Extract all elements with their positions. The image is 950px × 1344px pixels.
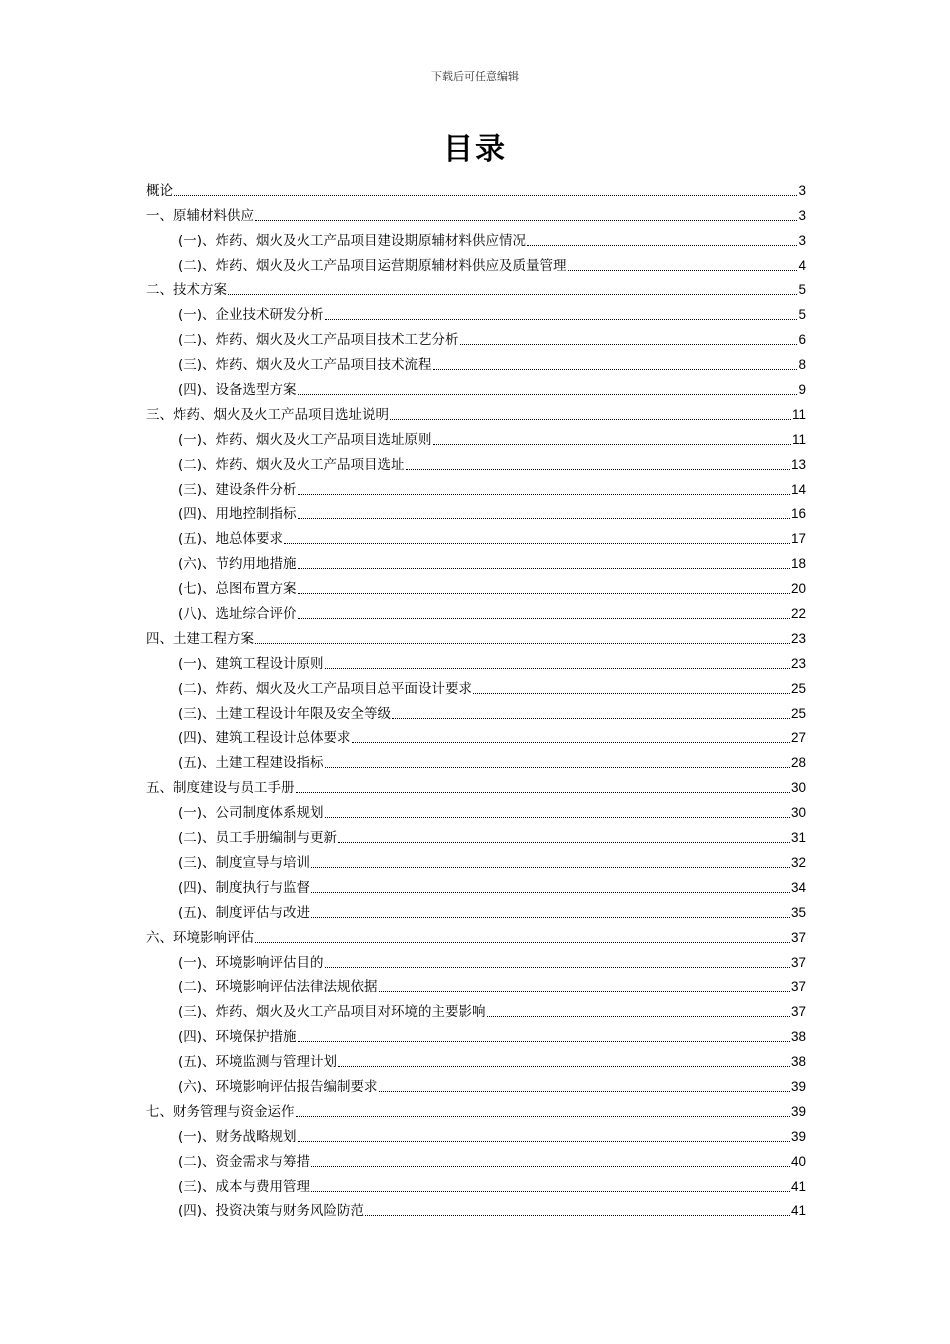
toc-entry-label: (二)、炸药、烟火及火工产品项目总平面设计要求	[178, 680, 473, 697]
toc-page-number: 17	[790, 531, 806, 547]
toc-chapter-entry[interactable]	[146, 400, 806, 425]
toc-page-number: 23	[790, 655, 806, 671]
toc-entry-label: (七)、总图布置方案	[178, 581, 297, 598]
header-note: 下载后可任意编辑	[431, 70, 519, 83]
toc-dot-leader	[325, 817, 790, 818]
toc-entry-label: 概论	[146, 182, 173, 199]
toc-entry-label: (二)、炸药、烟火及火工产品项目运营期原辅材料供应及质量管理	[178, 257, 567, 274]
table-of-contents	[146, 176, 806, 1221]
toc-page-number: 35	[790, 904, 806, 920]
toc-page-number: 39	[790, 1128, 806, 1144]
toc-section-entry[interactable]	[146, 524, 806, 549]
toc-dot-leader	[325, 668, 790, 669]
toc-dot-leader	[460, 344, 798, 345]
toc-section-entry[interactable]	[146, 1022, 806, 1047]
toc-dot-leader	[338, 842, 790, 843]
toc-section-entry[interactable]	[146, 251, 806, 276]
toc-entry-label: (二)、炸药、烟火及火工产品项目技术工艺分析	[178, 332, 459, 349]
toc-dot-leader	[311, 917, 790, 918]
page-title: 目录	[443, 132, 507, 167]
toc-section-entry[interactable]	[146, 848, 806, 873]
toc-page-number: 6	[798, 332, 806, 348]
toc-entry-label: (三)、土建工程设计年限及安全等级	[178, 705, 392, 722]
toc-section-entry[interactable]	[146, 425, 806, 450]
toc-dot-leader	[255, 220, 797, 221]
toc-chapter-entry[interactable]	[146, 201, 806, 226]
toc-section-entry[interactable]	[146, 997, 806, 1022]
toc-entry-label: (五)、土建工程建设指标	[178, 755, 324, 772]
toc-page-number: 13	[790, 456, 806, 472]
toc-section-entry[interactable]	[146, 450, 806, 475]
toc-chapter-entry[interactable]	[146, 624, 806, 649]
toc-page-number: 37	[790, 929, 806, 945]
toc-dot-leader	[390, 419, 791, 420]
toc-page-number: 27	[790, 730, 806, 746]
toc-entry-label: 六、环境影响评估	[146, 929, 254, 946]
toc-entry-label: 三、炸药、烟火及火工产品项目选址说明	[146, 406, 389, 423]
toc-dot-leader	[392, 718, 790, 719]
toc-page-number: 25	[790, 705, 806, 721]
toc-section-entry[interactable]	[146, 500, 806, 525]
toc-entry-label: (六)、环境影响评估报告编制要求	[178, 1078, 378, 1095]
toc-page-number: 41	[790, 1203, 806, 1219]
toc-dot-leader	[365, 1215, 790, 1216]
toc-entry-label: (一)、财务战略规划	[178, 1128, 297, 1145]
toc-entry-label: (一)、炸药、烟火及火工产品项目选址原则	[178, 431, 432, 448]
toc-dot-leader	[325, 967, 790, 968]
toc-dot-leader	[311, 892, 790, 893]
toc-section-entry[interactable]	[146, 300, 806, 325]
toc-dot-leader	[325, 319, 798, 320]
toc-dot-leader	[379, 1091, 790, 1092]
toc-page-number: 30	[790, 780, 806, 796]
toc-section-entry[interactable]	[146, 674, 806, 699]
toc-section-entry[interactable]	[146, 475, 806, 500]
toc-page-number: 3	[798, 182, 806, 198]
toc-entry-label: (八)、选址综合评价	[178, 606, 297, 623]
toc-dot-leader	[298, 618, 790, 619]
toc-page-number: 39	[790, 1103, 806, 1119]
toc-dot-leader	[298, 1041, 790, 1042]
toc-entry-label: (一)、环境影响评估目的	[178, 954, 324, 971]
toc-entry-label: (四)、投资决策与财务风险防范	[178, 1203, 365, 1220]
toc-chapter-entry[interactable]	[146, 773, 806, 798]
toc-entry-label: (四)、制度执行与监督	[178, 879, 311, 896]
toc-section-entry[interactable]	[146, 873, 806, 898]
toc-page-number: 8	[798, 357, 806, 373]
toc-entry-label: (五)、制度评估与改进	[178, 904, 311, 921]
toc-page-number: 32	[790, 854, 806, 870]
toc-dot-leader	[298, 568, 790, 569]
toc-section-entry[interactable]	[146, 1047, 806, 1072]
toc-dot-leader	[174, 195, 797, 196]
toc-section-entry[interactable]	[146, 1072, 806, 1097]
toc-entry-label: (四)、建筑工程设计总体要求	[178, 730, 351, 747]
toc-page-number: 14	[790, 481, 806, 497]
toc-page-number: 4	[798, 257, 806, 273]
toc-dot-leader	[311, 1166, 790, 1167]
toc-page-number: 37	[790, 1004, 806, 1020]
toc-dot-leader	[255, 942, 790, 943]
toc-entry-label: (二)、资金需求与筹措	[178, 1153, 311, 1170]
toc-page-number: 34	[790, 879, 806, 895]
toc-entry-label: (五)、地总体要求	[178, 531, 284, 548]
toc-section-entry[interactable]	[146, 325, 806, 350]
toc-entry-label: (一)、炸药、烟火及火工产品项目建设期原辅材料供应情况	[178, 232, 527, 249]
toc-section-entry[interactable]	[146, 226, 806, 251]
toc-page-number: 31	[790, 830, 806, 846]
toc-page-number: 40	[790, 1153, 806, 1169]
toc-entry-label: (二)、员工手册编制与更新	[178, 830, 338, 847]
toc-page-number: 5	[798, 282, 806, 298]
toc-section-entry[interactable]	[146, 1197, 806, 1222]
toc-entry-label: (四)、用地控制指标	[178, 506, 297, 523]
toc-chapter-entry[interactable]	[146, 1097, 806, 1122]
toc-entry-label: 一、原辅材料供应	[146, 207, 254, 224]
toc-entry-label: (一)、公司制度体系规划	[178, 805, 324, 822]
toc-page-number: 38	[790, 1054, 806, 1070]
toc-page-number: 38	[790, 1029, 806, 1045]
toc-section-entry[interactable]	[146, 1172, 806, 1197]
toc-page-number: 3	[798, 207, 806, 223]
toc-dot-leader	[433, 369, 798, 370]
toc-entry-label: (一)、建筑工程设计原则	[178, 655, 324, 672]
toc-section-entry[interactable]	[146, 549, 806, 574]
toc-section-entry[interactable]	[146, 1122, 806, 1147]
toc-entry-label: (三)、建设条件分析	[178, 481, 297, 498]
toc-page-number: 28	[790, 755, 806, 771]
toc-section-entry[interactable]	[146, 798, 806, 823]
toc-chapter-entry[interactable]	[146, 923, 806, 948]
toc-page-number: 41	[790, 1178, 806, 1194]
toc-dot-leader	[298, 1141, 790, 1142]
toc-dot-leader	[473, 693, 790, 694]
toc-dot-leader	[325, 767, 790, 768]
toc-dot-leader	[284, 543, 790, 544]
toc-section-entry[interactable]	[146, 898, 806, 923]
toc-entry-label: (一)、企业技术研发分析	[178, 307, 324, 324]
toc-dot-leader	[406, 469, 790, 470]
toc-dot-leader	[433, 444, 791, 445]
toc-section-entry[interactable]	[146, 599, 806, 624]
toc-page-number: 18	[790, 556, 806, 572]
toc-dot-leader	[255, 643, 790, 644]
toc-entry-label: (三)、成本与费用管理	[178, 1178, 311, 1195]
toc-dot-leader	[568, 270, 798, 271]
toc-page-number: 39	[790, 1078, 806, 1094]
toc-chapter-entry[interactable]	[146, 276, 806, 301]
toc-page-number: 9	[798, 382, 806, 398]
toc-dot-leader	[296, 1116, 790, 1117]
toc-entry-label: 七、财务管理与资金运作	[146, 1103, 295, 1120]
toc-section-entry[interactable]	[146, 948, 806, 973]
toc-entry-label: 四、土建工程方案	[146, 630, 254, 647]
toc-page-number: 25	[790, 680, 806, 696]
toc-dot-leader	[487, 1016, 790, 1017]
toc-entry-label: (四)、环境保护措施	[178, 1029, 297, 1046]
toc-dot-leader	[296, 792, 790, 793]
toc-page-number: 37	[790, 954, 806, 970]
toc-dot-leader	[311, 867, 790, 868]
toc-dot-leader	[311, 1191, 790, 1192]
toc-dot-leader	[338, 1066, 790, 1067]
toc-section-entry[interactable]	[146, 649, 806, 674]
toc-section-entry[interactable]	[146, 699, 806, 724]
toc-dot-leader	[352, 742, 790, 743]
toc-dot-leader	[527, 245, 797, 246]
toc-dot-leader	[298, 394, 798, 395]
toc-entry-label: (三)、炸药、烟火及火工产品项目技术流程	[178, 357, 432, 374]
toc-entry-label: (三)、炸药、烟火及火工产品项目对环境的主要影响	[178, 1004, 486, 1021]
toc-chapter-entry[interactable]	[146, 176, 806, 201]
toc-page-number: 30	[790, 805, 806, 821]
toc-page-number: 37	[790, 979, 806, 995]
toc-section-entry[interactable]	[146, 973, 806, 998]
toc-page-number: 11	[791, 431, 806, 447]
toc-entry-label: (三)、制度宣导与培训	[178, 854, 311, 871]
toc-entry-label: (二)、环境影响评估法律法规依据	[178, 979, 378, 996]
toc-page-number: 5	[798, 307, 806, 323]
toc-section-entry[interactable]	[146, 1147, 806, 1172]
toc-entry-label: (五)、环境监测与管理计划	[178, 1054, 338, 1071]
toc-entry-label: 二、技术方案	[146, 282, 227, 299]
toc-dot-leader	[298, 593, 790, 594]
toc-dot-leader	[298, 494, 790, 495]
toc-entry-label: 五、制度建设与员工手册	[146, 780, 295, 797]
toc-dot-leader	[228, 294, 797, 295]
toc-entry-label: (六)、节约用地措施	[178, 556, 297, 573]
toc-section-entry[interactable]	[146, 574, 806, 599]
toc-section-entry[interactable]	[146, 748, 806, 773]
toc-page-number: 20	[790, 581, 806, 597]
toc-dot-leader	[298, 518, 790, 519]
toc-section-entry[interactable]	[146, 375, 806, 400]
toc-page-number: 23	[790, 630, 806, 646]
toc-section-entry[interactable]	[146, 724, 806, 749]
toc-page-number: 11	[791, 406, 806, 422]
toc-page-number: 22	[790, 606, 806, 622]
toc-section-entry[interactable]	[146, 823, 806, 848]
toc-page-number: 16	[790, 506, 806, 522]
toc-section-entry[interactable]	[146, 350, 806, 375]
toc-entry-label: (四)、设备选型方案	[178, 382, 297, 399]
toc-dot-leader	[379, 991, 790, 992]
toc-page-number: 3	[798, 232, 806, 248]
toc-entry-label: (二)、炸药、烟火及火工产品项目选址	[178, 456, 405, 473]
